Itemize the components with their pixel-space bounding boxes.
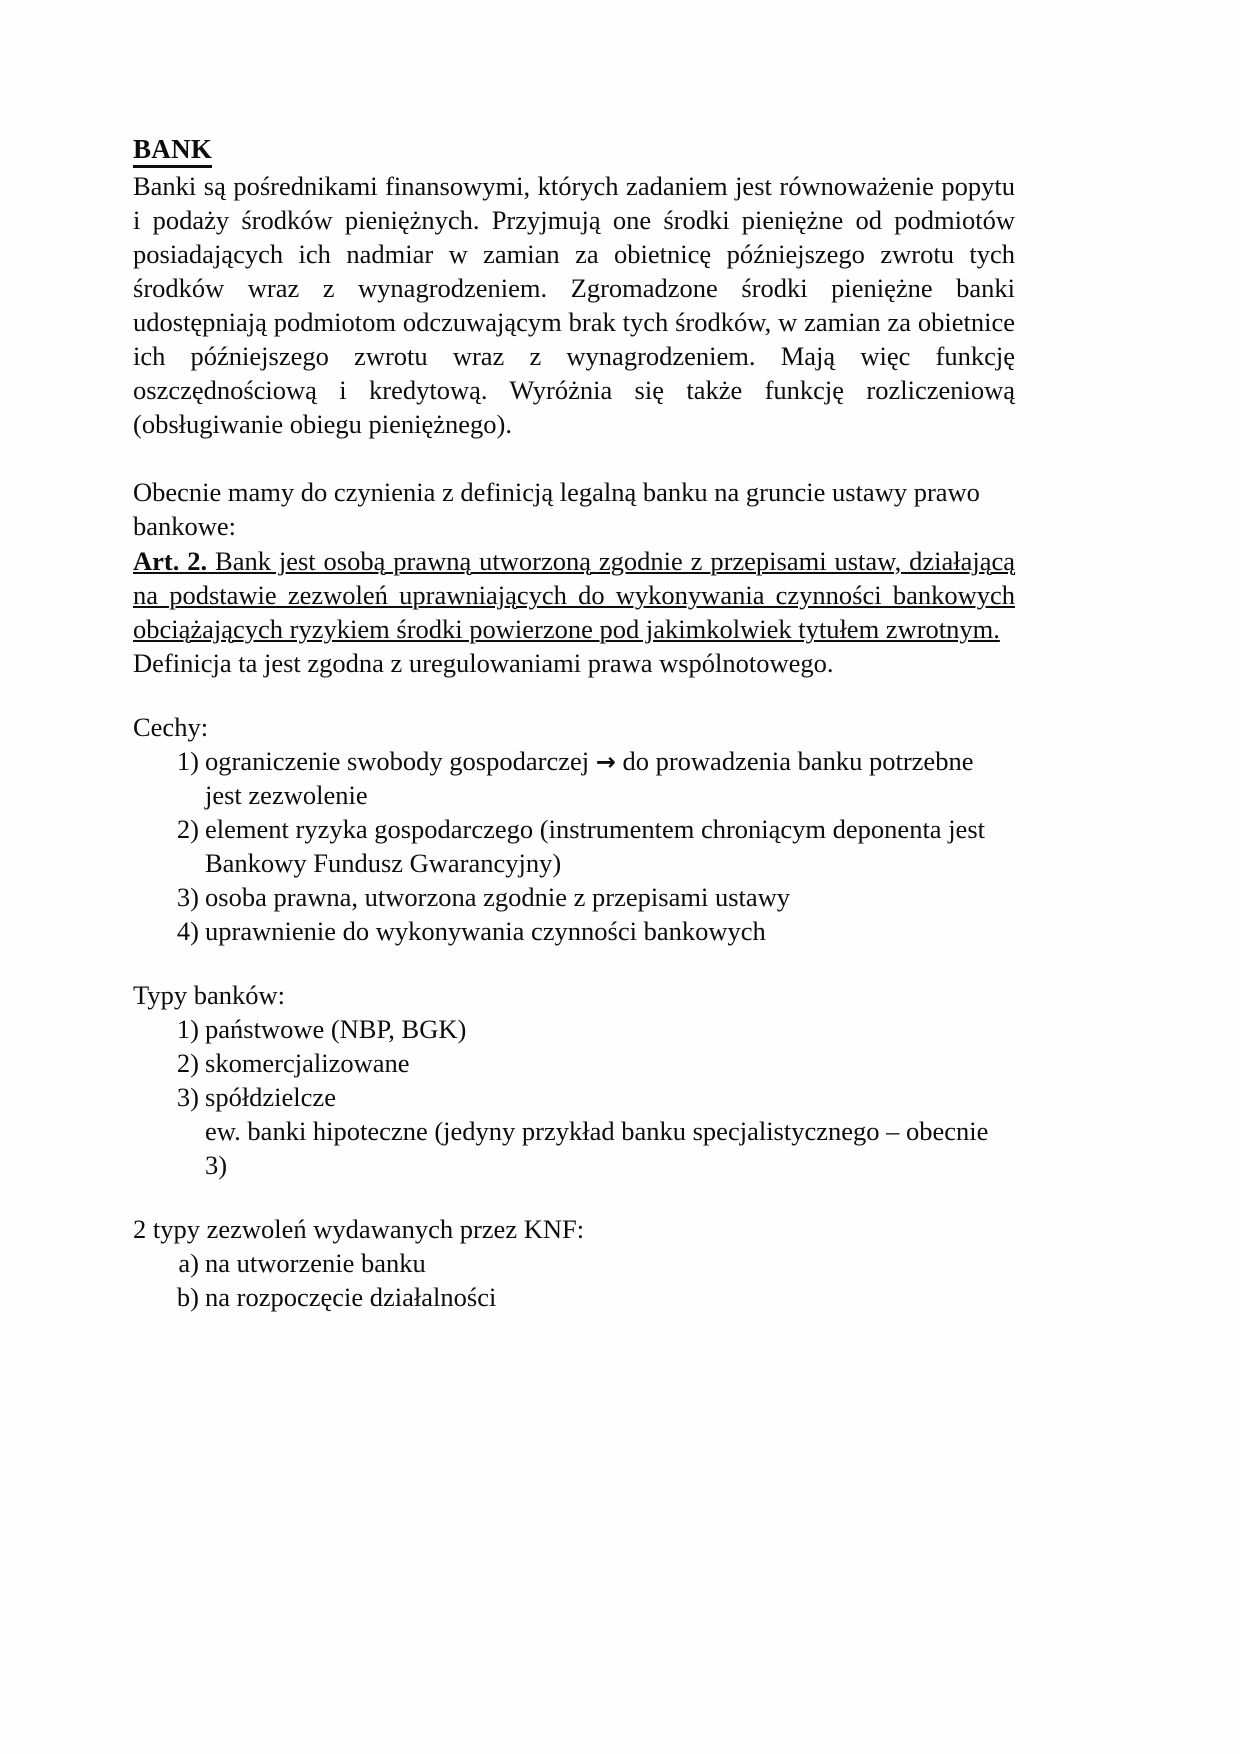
list-item bbox=[176, 1280, 1015, 1314]
list-cechy bbox=[133, 744, 1015, 948]
arrow-right-icon: → bbox=[595, 747, 616, 776]
spacer bbox=[133, 948, 1015, 978]
list-item bbox=[176, 812, 1015, 880]
list-item-extra-note: ew. banki hipoteczne (jedyny przykład banku specjalistycznego – obecnie 3) bbox=[205, 1116, 989, 1181]
spacer bbox=[133, 1182, 1015, 1212]
list-marker: 2) bbox=[176, 813, 199, 844]
list-item bbox=[176, 914, 1015, 948]
list-item bbox=[176, 880, 1015, 914]
list-marker: 1) bbox=[176, 745, 199, 776]
legal-definition-intro: Obecnie mamy do czynienia z definicją legalną banku na gruncie ustawy prawo bankowe: bbox=[133, 477, 980, 542]
list-item-text: element ryzyka gospodarczego (instrumentem chroniącym deponenta jest Bankowy Fundusz Gwarancyjny) bbox=[205, 813, 985, 878]
list-item-text: uprawnienie do wykonywania czynności bankowych bbox=[205, 915, 766, 946]
list-marker: 3) bbox=[176, 881, 199, 912]
spacer bbox=[133, 441, 1015, 475]
section-heading-zezwolenia: 2 typy zezwoleń wydawanych przez KNF: bbox=[133, 1214, 585, 1245]
list-zezwolenia bbox=[133, 1246, 1015, 1314]
section-heading-typy-bankow: Typy banków: bbox=[133, 980, 285, 1011]
list-item bbox=[176, 744, 1015, 812]
list-marker: 1) bbox=[176, 1014, 199, 1045]
list-marker: 4) bbox=[176, 915, 199, 946]
article-quote bbox=[133, 544, 1015, 646]
list-item-text-part: ograniczenie swobody gospodarczej bbox=[205, 745, 590, 776]
list-item-text bbox=[205, 744, 1015, 812]
list-item-text: osoba prawna, utworzona zgodnie z przepisami ustawy bbox=[205, 881, 791, 912]
intro-paragraph: Banki są pośrednikami finansowymi, których zadaniem jest równoważenie popytu i podaży środków pieniężnych. Przyjmują one środki pieniężne od podmiotów posiadających ich nadmiar w zamian za obietnicę późniejszego zwrotu tych środków wraz z wynagrodzeniem. Zgromadzone środki pieniężne banki udostępniają podmiotom odczuwającym brak tych środków, w zamian za obietnice ich późniejszego zwrotu wraz z wynagrodzeniem. Mają więc funkcję oszczędnościową i kredytową. Wyróżnia się także funkcję rozliczeniową (obsługiwanie obiegu pieniężnego). bbox=[133, 171, 1015, 440]
spacer bbox=[133, 680, 1015, 710]
list-marker: 3) bbox=[176, 1082, 199, 1113]
list-item-text-part: do prowadzenia banku potrzebne jest zezwolenie bbox=[205, 745, 974, 810]
list-item-text: na utworzenie banku bbox=[205, 1248, 426, 1279]
list-item-text: spółdzielcze bbox=[205, 1082, 336, 1113]
list-item bbox=[176, 1080, 1015, 1182]
list-item bbox=[176, 1012, 1015, 1046]
article-label: Art. 2. bbox=[133, 545, 208, 576]
list-item-text: skomercjalizowane bbox=[205, 1048, 410, 1079]
list-marker: a) bbox=[178, 1248, 199, 1279]
article-text: Bank jest osobą prawną utworzoną zgodnie z przepisami ustaw, działającą na podstawie zezwoleń uprawniających do wykonywania czynności bankowych obciążających ryzykiem środki powierzone pod jakimkolwiek tytułem zwrotnym. bbox=[133, 545, 1016, 644]
list-typy-bankow bbox=[133, 1012, 1015, 1182]
section-heading-cechy: Cechy: bbox=[133, 711, 209, 742]
page-title: BANK bbox=[133, 134, 212, 168]
list-marker: 2) bbox=[176, 1048, 199, 1079]
list-item-text: na rozpoczęcie działalności bbox=[205, 1282, 497, 1313]
list-item bbox=[178, 1246, 1015, 1280]
page-title-wrapper bbox=[133, 132, 1015, 169]
list-item-text: państwowe (NBP, BGK) bbox=[205, 1014, 467, 1045]
list-marker: b) bbox=[176, 1282, 199, 1313]
list-item bbox=[176, 1046, 1015, 1080]
document-body bbox=[133, 132, 1015, 1314]
article-note: Definicja ta jest zgodna z uregulowaniami prawa wspólnotowego. bbox=[133, 647, 834, 678]
